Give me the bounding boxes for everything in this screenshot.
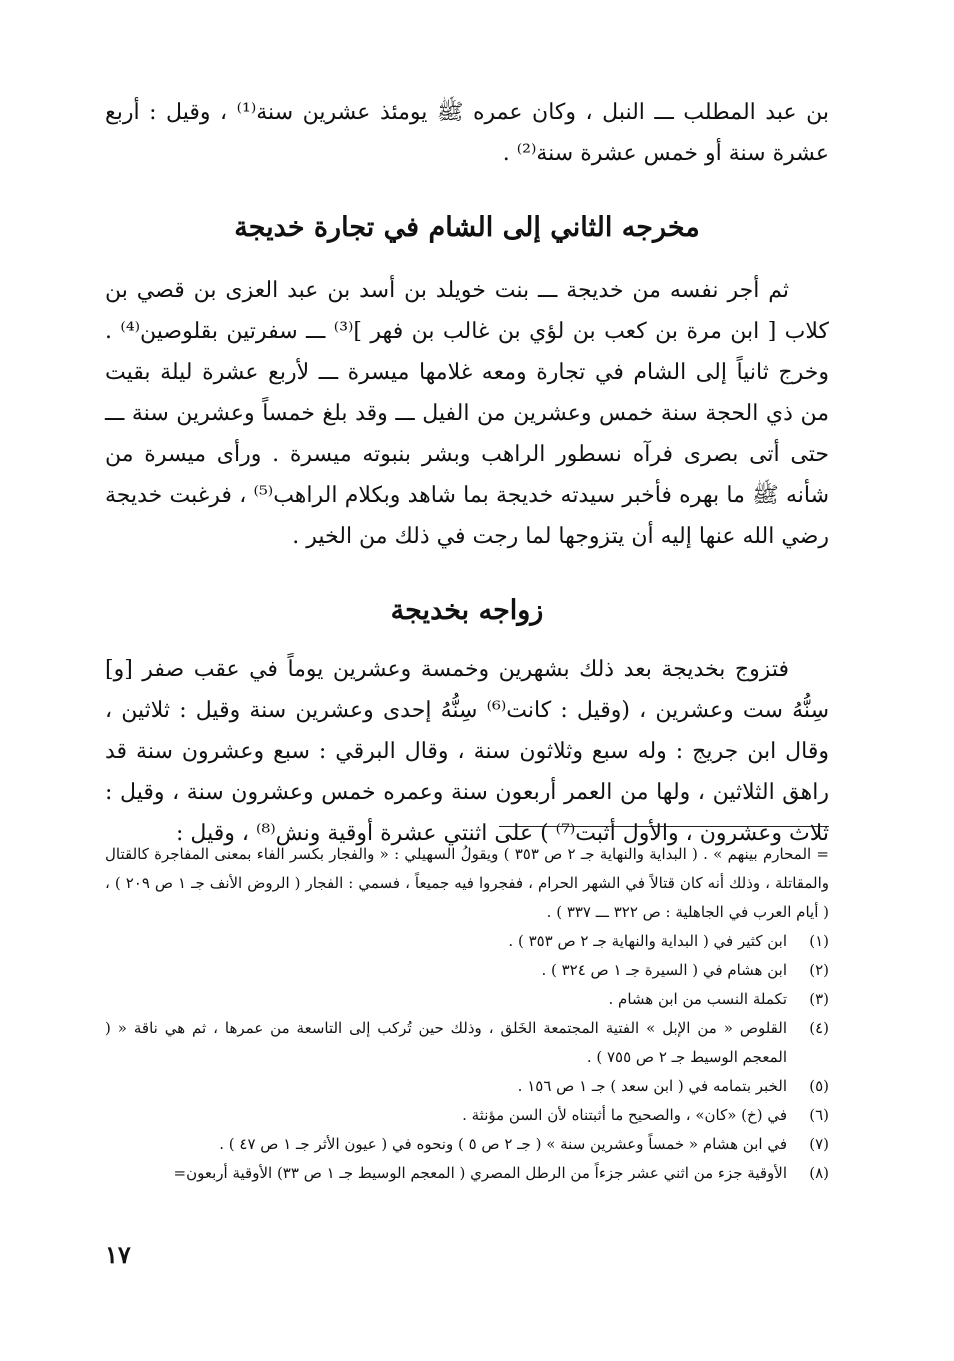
footnote-number: (٢) bbox=[809, 961, 829, 979]
footnote-text: القلوص « من الإبل » الفتية المجتمعة الخَلق ، وذلك حين تُركب إلى التاسعة من عمرها ، ثم هي ناقة « ( المعجم الوسيط جـ ٢ ص ٧٥٥ ) . bbox=[105, 1019, 787, 1066]
footnote-number: (٨) bbox=[809, 1164, 829, 1182]
section-heading-trade: مخرجه الثاني إلى الشام في تجارة خديجة bbox=[234, 212, 700, 243]
footnote-continuation: = المحارم بينهم » . ( البداية والنهاية جـ ٢ ص ٣٥٣ ) ويقولُ السهيلي : « والفجار بكسر الفاء بمعنى المفاجرة كالقتال والمقاتلة ، وذلك أنه كان قتالاً في الشهر الحرام ، ففجروا فيه جميعاً ، فسمي : الفجار ( الروض الأنف جـ ١ ص ٢٠٩ ) ، ( أيام العرب في الجاهلية : ص ٣٢٢ ـــ ٣٣٧ ) . bbox=[105, 845, 830, 921]
footnote-item bbox=[105, 1130, 829, 1159]
footnote-item bbox=[105, 1072, 829, 1101]
footnote-divider bbox=[499, 826, 829, 827]
footnote-text: في (خ) «كان» ، والصحيح ما أثبتناه لأن السن مؤنثة . bbox=[462, 1106, 787, 1124]
footnote-text: ابن هشام في ( السيرة جـ ١ ص ٣٢٤ ) . bbox=[541, 961, 787, 979]
section-heading-marriage: زواجه بخديجة bbox=[390, 595, 544, 626]
footnote-number: (٤) bbox=[809, 1019, 829, 1037]
footnote-item bbox=[105, 1159, 829, 1188]
footnote-item bbox=[105, 1101, 829, 1130]
footnote-number: (١) bbox=[809, 932, 829, 950]
footnote-number: (٣) bbox=[809, 990, 829, 1008]
footnote-number: (٥) bbox=[809, 1077, 829, 1095]
footnote-number: (٦) bbox=[809, 1106, 829, 1124]
footnote-text: في ابن هشام « خمساً وعشرين سنة » ( جـ ٢ ص ٥ ) ونحوه في ( عيون الأثر جـ ١ ص ٤٧ ) . bbox=[219, 1135, 787, 1153]
main-text bbox=[105, 92, 829, 854]
footnote-item bbox=[105, 985, 829, 1014]
footnote-item bbox=[105, 927, 829, 956]
footnote-item bbox=[105, 956, 829, 985]
footnotes bbox=[105, 840, 829, 1188]
footnote-text: ابن كثير في ( البداية والنهاية جـ ٢ ص ٣٥٣ ) . bbox=[508, 932, 787, 950]
marriage-paragraph: فتزوج بخديجة بعد ذلك بشهرين وخمسة وعشرين يوماً في عقب صفر [و] سِنُّهُ ست وعشرين ، (وقيل : كانت⁽⁶⁾ سِنُّهُ إحدى وعشرين سنة وقيل : ثلاثين ، وقال ابن جريج : وله سبع وثلاثون سنة ، وقال البرقي : سبع وعشرون سنة قد راهق الثلاثين ، ولها من العمر أربعون سنة وعمره خمس وعشرون سنة ، وقيل : ثلاث وعشرون ، والأول أثبت⁽⁷⁾ ) على اثنتي عشرة أوقية ونش⁽⁸⁾ ، وقيل : bbox=[105, 657, 829, 846]
footnote-item bbox=[105, 1014, 829, 1072]
trade-paragraph: ثم أجر نفسه من خديجة ـــ بنت خويلد بن أسد بن عبد العزى بن قصي بن كلاب [ ابن مرة بن كعب بن لؤي بن غالب بن فهر ]⁽³⁾ ـــ سفرتين بقلوصين⁽⁴⁾ . وخرج ثانياً إلى الشام في تجارة ومعه غلامها ميسرة ـــ لأربع عشرة ليلة بقيت من ذي الحجة سنة خمس وعشرين من الفيل ـــ وقد بلغ خمساً وعشرين سنة ـــ حتى أتى بصرى فرآه نسطور الراهب وبشر بنبوته ميسرة . ورأى ميسرة من شأنه ﷺ ما بهره فأخبر سيدته خديجة بما شاهد وبكلام الراهب⁽⁵⁾ ، فرغبت خديجة رضي الله عنها إليه أن يتزوجها لما رجت في ذلك من الخير . bbox=[105, 278, 830, 549]
footnote-number: (٧) bbox=[809, 1135, 829, 1153]
footnote-text: الخبر بتمامه في ( ابن سعد ) جـ ١ ص ١٥٦ . bbox=[517, 1077, 787, 1095]
page-number: ١٧ bbox=[105, 1240, 131, 1269]
intro-paragraph: بن عبد المطلب ـــ النبل ، وكان عمره ﷺ يومئذ عشرين سنة⁽¹⁾ ، وقيل : أربع عشرة سنة أو خمس عشرة سنة⁽²⁾ . bbox=[105, 100, 829, 166]
footnote-text: الأوقية جزء من اثني عشر جزءاً من الرطل المصري ( المعجم الوسيط جـ ١ ص ٣٣) الأوقية أربعون= bbox=[173, 1164, 787, 1182]
footnote-text: تكملة النسب من ابن هشام . bbox=[608, 990, 787, 1008]
